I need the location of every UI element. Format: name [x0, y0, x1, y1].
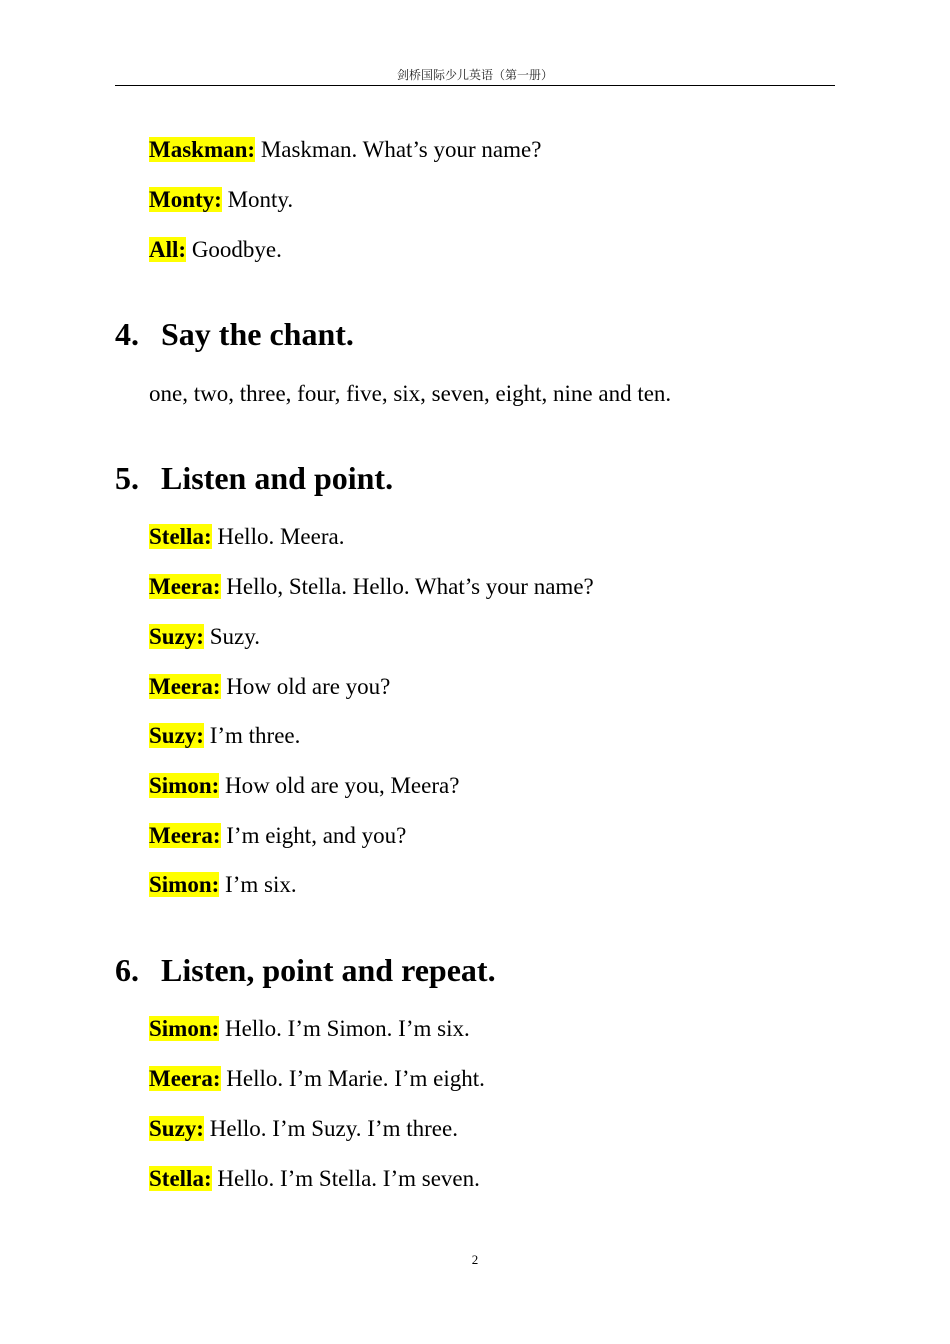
dialogue-text: How old are you, Meera?	[219, 773, 460, 798]
dialogue-text: I’m six.	[219, 872, 297, 897]
section-number: 4.	[115, 316, 139, 352]
dialogue-text: Hello. I’m Stella. I’m seven.	[211, 1166, 480, 1191]
speaker-label: Suzy:	[149, 723, 204, 748]
dialogue-line	[149, 871, 297, 899]
dialogue-text: Hello. I’m Suzy. I’m three.	[203, 1116, 458, 1141]
section-heading	[115, 459, 393, 497]
section-title: Listen, point and repeat.	[161, 952, 496, 988]
dialogue-line	[149, 623, 260, 651]
speaker-label: Stella:	[149, 524, 212, 549]
speaker-label: Meera:	[149, 574, 221, 599]
dialogue-text: Monty.	[221, 187, 294, 212]
dialogue-line	[149, 1115, 458, 1143]
dialogue-text: Hello, Stella. Hello. What’s your name?	[220, 574, 594, 599]
dialogue-line	[149, 136, 541, 164]
dialogue-text: Maskman. What’s your name?	[255, 137, 542, 162]
page-number: 2	[471, 1252, 479, 1267]
speaker-label: All:	[149, 237, 187, 262]
section-number: 5.	[115, 460, 139, 496]
dialogue-text: I’m eight, and you?	[220, 823, 407, 848]
dialogue-text: Suzy.	[203, 624, 260, 649]
dialogue-line	[149, 822, 406, 850]
dialogue-line	[149, 1165, 480, 1193]
page-header: 剑桥国际少儿英语（第一册）	[396, 68, 553, 82]
dialogue-text: Hello. I’m Marie. I’m eight.	[220, 1066, 485, 1091]
chant-text: one, two, three, four, five, six, seven, eight, nine and ten.	[149, 381, 672, 406]
speaker-label: Meera:	[149, 823, 221, 848]
section-heading	[115, 951, 496, 989]
dialogue-line	[149, 573, 594, 601]
speaker-label: Maskman:	[149, 137, 256, 162]
header-rule	[115, 85, 835, 86]
speaker-label: Simon:	[149, 1016, 220, 1041]
speaker-label: Stella:	[149, 1166, 212, 1191]
speaker-label: Simon:	[149, 773, 220, 798]
dialogue-line	[149, 673, 390, 701]
dialogue-line	[149, 523, 344, 551]
dialogue-text: Hello. I’m Simon. I’m six.	[219, 1016, 470, 1041]
dialogue-text: I’m three.	[203, 723, 301, 748]
dialogue-line	[149, 1015, 470, 1043]
speaker-label: Simon:	[149, 872, 220, 897]
dialogue-text: How old are you?	[220, 674, 391, 699]
dialogue-text: Goodbye.	[186, 237, 282, 262]
speaker-label: Meera:	[149, 1066, 221, 1091]
speaker-label: Suzy:	[149, 1116, 204, 1141]
section-title: Listen and point.	[161, 460, 394, 496]
dialogue-line	[149, 1065, 485, 1093]
dialogue-line	[149, 722, 300, 750]
dialogue-line	[149, 236, 282, 264]
speaker-label: Monty:	[149, 187, 222, 212]
section-number: 6.	[115, 952, 139, 988]
section-title: Say the chant.	[161, 316, 354, 352]
speaker-label: Meera:	[149, 674, 221, 699]
dialogue-line	[149, 186, 293, 214]
speaker-label: Suzy:	[149, 624, 204, 649]
dialogue-line	[149, 772, 459, 800]
dialogue-text: Hello. Meera.	[211, 524, 345, 549]
section-heading	[115, 315, 354, 353]
